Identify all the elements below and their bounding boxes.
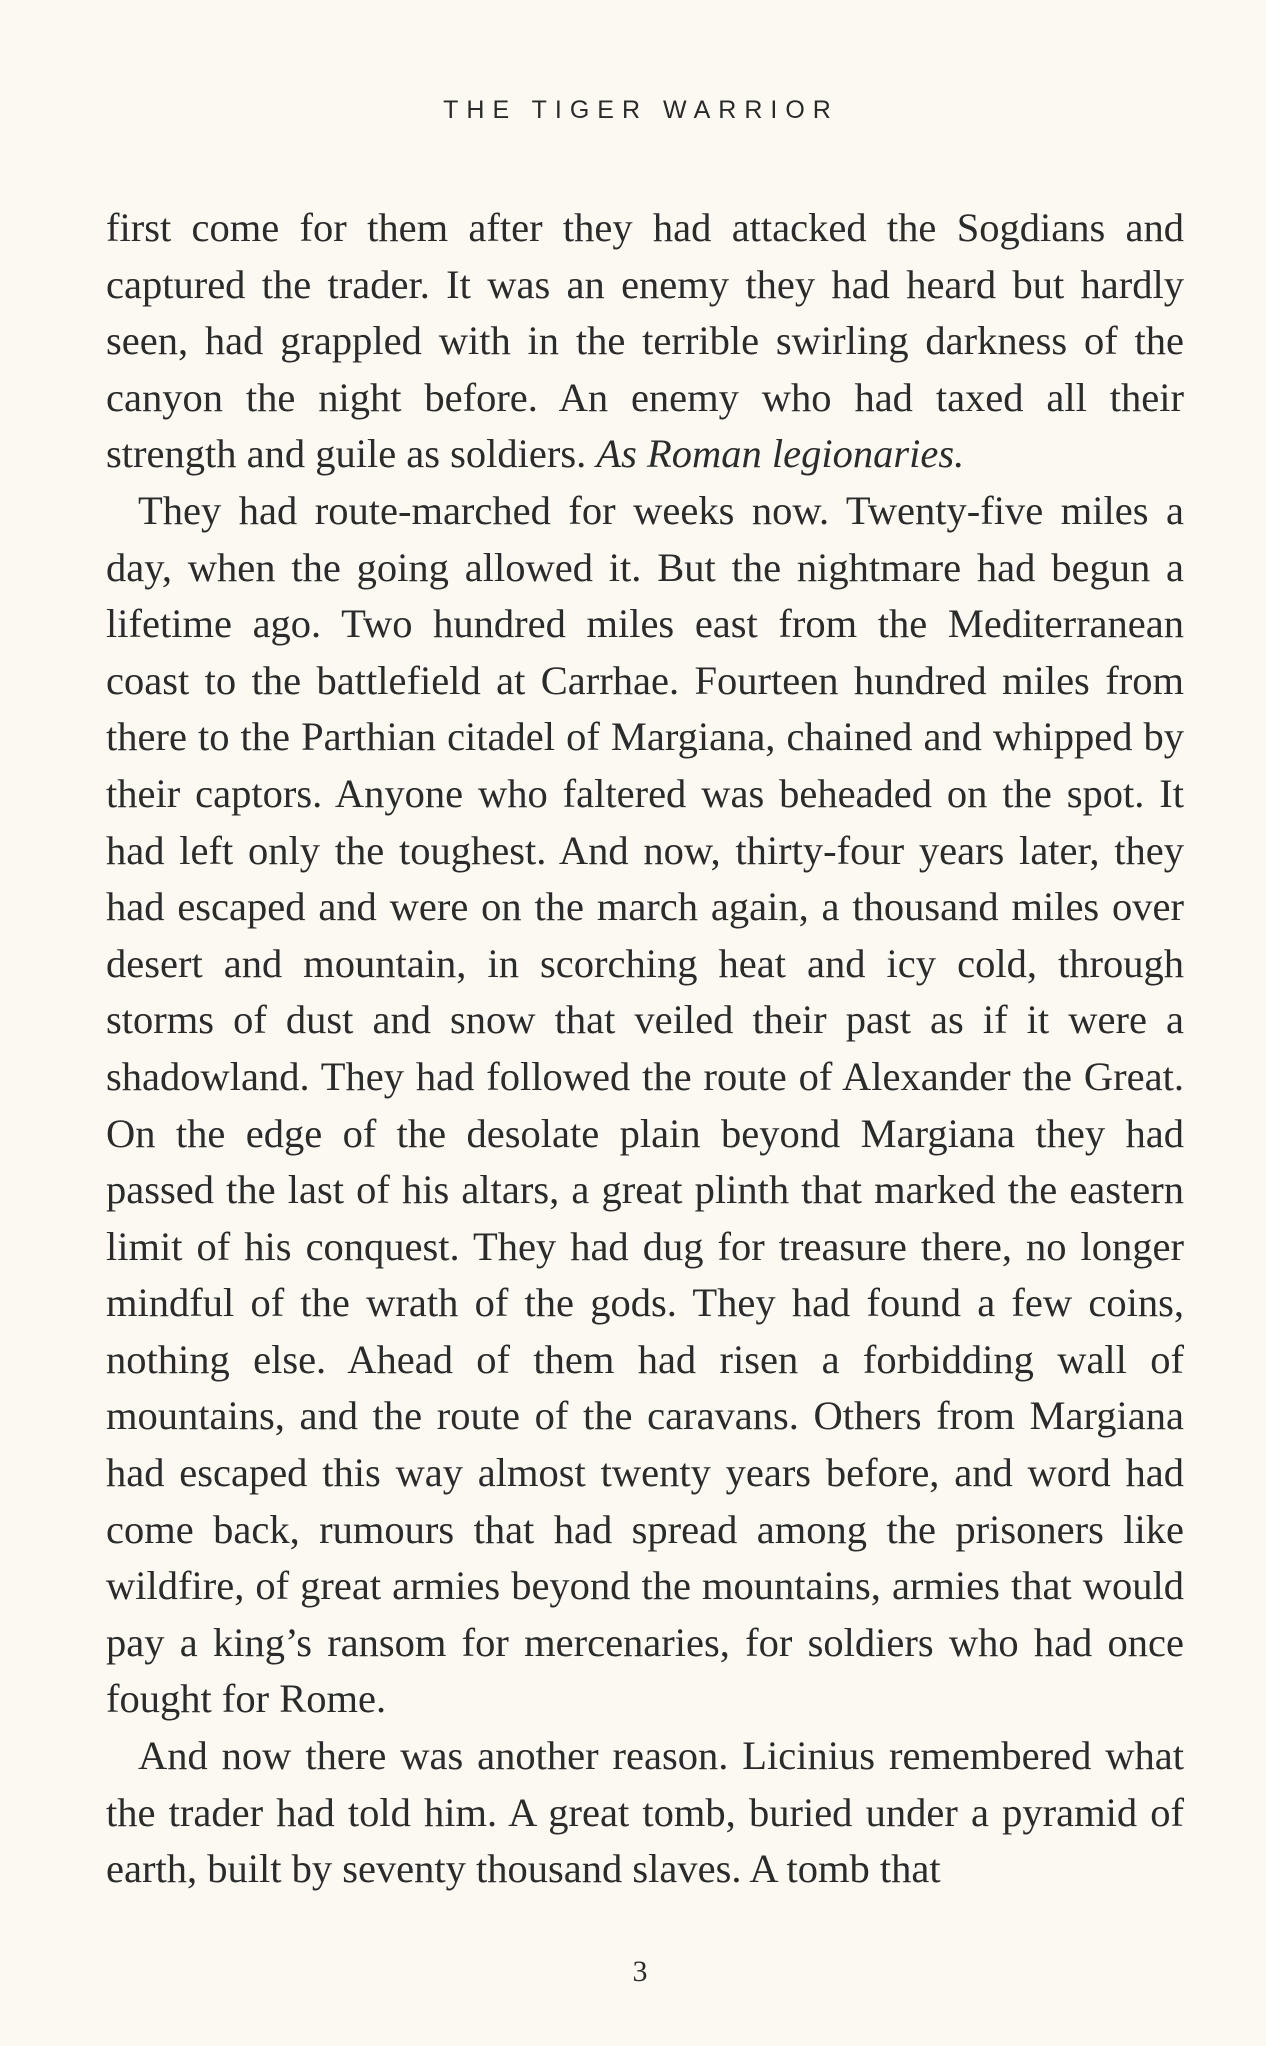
running-head: THE TIGER WARRIOR bbox=[443, 96, 839, 124]
paragraph-3: And now there was another reason. Licinius remembered what the trader had told him. A great tomb, buried under a pyramid of earth, built by seventy thousand slaves. A tomb that bbox=[106, 1733, 1184, 1892]
body-text bbox=[106, 200, 1184, 1898]
page-number: 3 bbox=[632, 1955, 648, 1988]
paragraph-2: They had route-marched for weeks now. Twenty-five miles a day, when the going allowed it. But the nightmare had begun a lifetime ago. Two hundred miles east from the Mediterranean coast to the battlefield at Carrhae. Fourteen hundred miles from there to the Parthian citadel of Margiana, chained and whipped by their captors. Anyone who faltered was beheaded on the spot. It had left only the toughest. And now, thirty-four years later, they had escaped and were on the march again, a thousand miles over desert and mountain, in scorching heat and icy cold, through storms of dust and snow that veiled their past as if it were a shadowland. They had followed the route of Alexander the Great. On the edge of the desolate plain beyond Margiana they had passed the last of his altars, a great plinth that marked the eastern limit of his conquest. They had dug for treasure there, no longer mindful of the wrath of the gods. They had found a few coins, nothing else. Ahead of them had risen a forbidding wall of mountains, and the route of the caravans. Others from Margiana had escaped this way almost twenty years before, and word had come back, rumours that had spread among the prisoners like wildfire, of great armies beyond the mountains, armies that would pay a king’s ransom for mercenaries, for soldiers who had once fought for Rome. bbox=[106, 487, 1184, 1722]
paragraph-1 bbox=[106, 200, 1184, 483]
paragraph-1-text: first come for them after they had attacked the Sogdians and captured the trader. It was an enemy they had heard but hardly seen, had grappled with in the terrible swirling darkness of the canyon the night before. An enemy who had taxed all their strength and guile as soldiers. bbox=[106, 205, 1184, 477]
paragraph-1-italic: As Roman legionaries. bbox=[596, 431, 965, 477]
